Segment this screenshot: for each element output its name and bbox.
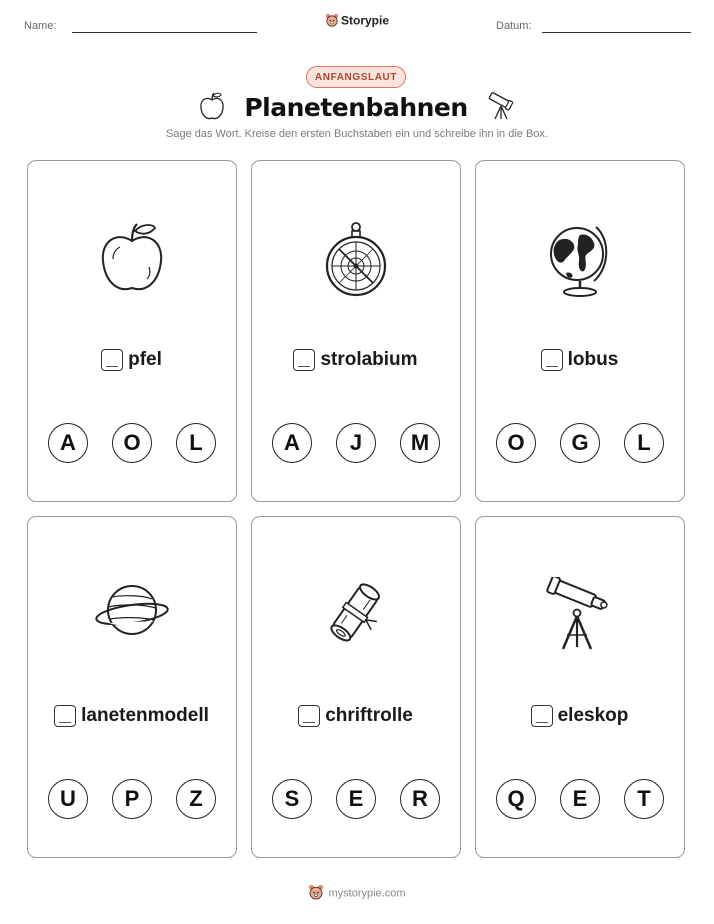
card-5 (251, 516, 461, 858)
date-label: Datum: (496, 20, 532, 32)
footer (0, 884, 714, 903)
title-row (0, 90, 714, 126)
page-title: Planetenbahnen (244, 93, 468, 122)
card-picture (28, 221, 235, 301)
word-stem: lobus (567, 349, 619, 370)
letter-choice[interactable]: O (112, 423, 152, 463)
globe-icon (544, 221, 616, 299)
astrolabe-icon (321, 221, 391, 297)
letter-choices (28, 423, 235, 465)
brand-name: Storypie (340, 13, 389, 28)
card-1 (27, 160, 237, 502)
word-row (252, 349, 459, 371)
letter-choices (476, 423, 683, 465)
letter-choice[interactable]: O (496, 423, 536, 463)
apple-icon (198, 91, 226, 126)
word-row (252, 705, 459, 727)
answer-box[interactable] (531, 705, 553, 727)
card-picture (252, 221, 459, 301)
telescope-icon (486, 91, 516, 126)
letter-choice[interactable]: A (272, 423, 312, 463)
letter-choice[interactable]: S (272, 779, 312, 819)
apple-icon (97, 221, 167, 293)
word-row (28, 705, 235, 727)
letter-choice[interactable]: G (560, 423, 600, 463)
card-6 (475, 516, 685, 858)
card-picture (28, 577, 235, 657)
word-stem: chriftrolle (325, 705, 413, 726)
bear-icon (325, 13, 339, 30)
card-4 (27, 516, 237, 858)
letter-choice[interactable]: U (48, 779, 88, 819)
card-picture (476, 577, 683, 657)
letter-choice[interactable]: L (624, 423, 664, 463)
word-stem: eleskop (557, 705, 629, 726)
footer-url[interactable]: mystorypie.com (328, 887, 406, 900)
answer-box[interactable] (54, 705, 76, 727)
letter-choices (252, 423, 459, 465)
word-stem: pfel (128, 349, 162, 370)
answer-box[interactable] (101, 349, 123, 371)
instructions: Sage das Wort. Kreise den ersten Buchstaben ein und schreibe ihn in die Box. (166, 128, 548, 140)
answer-box[interactable] (298, 705, 320, 727)
letter-choice[interactable]: T (624, 779, 664, 819)
letter-choice[interactable]: R (400, 779, 440, 819)
answer-box[interactable] (541, 349, 563, 371)
card-3 (475, 160, 685, 502)
answer-box[interactable] (293, 349, 315, 371)
letter-choice[interactable]: L (176, 423, 216, 463)
letter-choice[interactable]: Z (176, 779, 216, 819)
letter-choice[interactable]: J (336, 423, 376, 463)
bear-icon (308, 884, 324, 903)
brand-logo (0, 13, 714, 30)
letter-choice[interactable]: E (336, 779, 376, 819)
word-row (476, 705, 683, 727)
word-stem: strolabium (320, 349, 418, 370)
telescope-icon (545, 577, 615, 651)
name-label: Name: (24, 20, 57, 32)
word-stem: lanetenmodell (81, 705, 209, 726)
letter-choices (252, 779, 459, 821)
letter-choices (28, 779, 235, 821)
letter-choice[interactable]: A (48, 423, 88, 463)
planet-icon (94, 577, 170, 643)
card-picture (252, 577, 459, 657)
topic-badge: ANFANGSLAUT (306, 66, 406, 88)
letter-choice[interactable]: P (112, 779, 152, 819)
worksheet-header (0, 0, 714, 50)
card-picture (476, 221, 683, 301)
word-row (28, 349, 235, 371)
letter-choice[interactable]: M (400, 423, 440, 463)
word-row (476, 349, 683, 371)
letter-choices (476, 779, 683, 821)
date-line[interactable] (542, 32, 691, 33)
name-line[interactable] (72, 32, 257, 33)
letter-choice[interactable]: Q (496, 779, 536, 819)
scroll-icon (323, 577, 389, 649)
letter-choice[interactable]: E (560, 779, 600, 819)
card-2 (251, 160, 461, 502)
